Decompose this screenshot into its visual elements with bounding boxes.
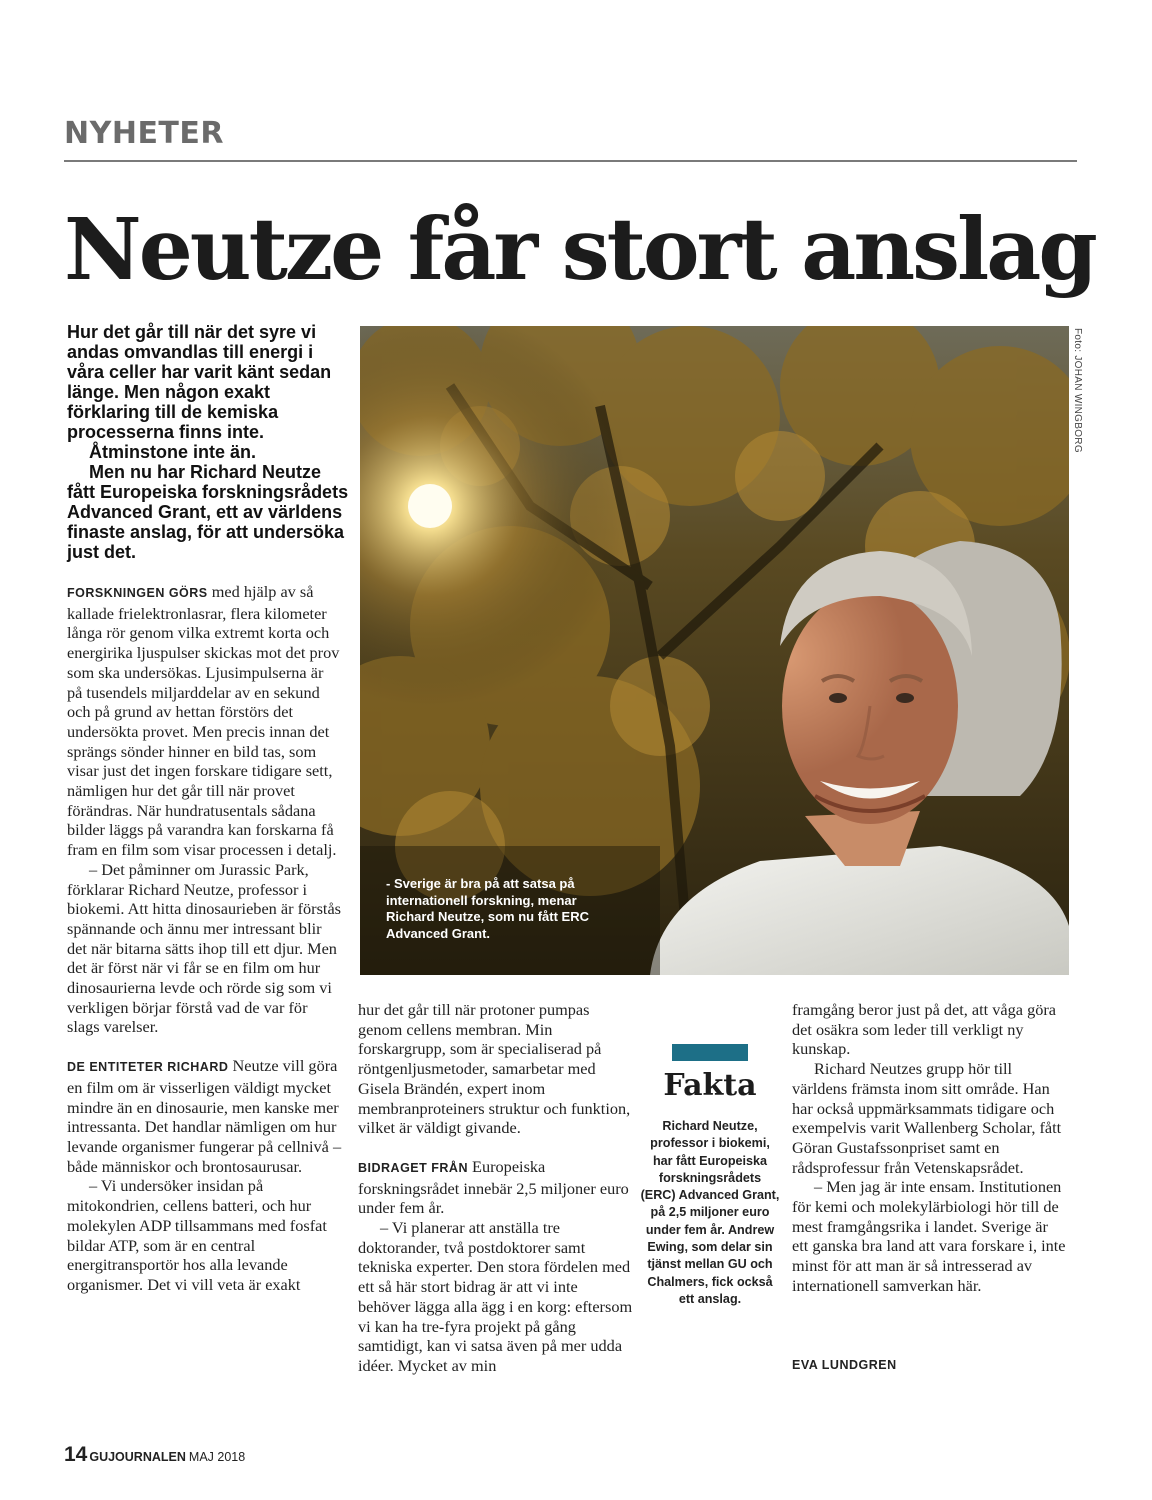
paragraph-text: Europeiska forskningsrådet innebär 2,5 miljoner euro under fem år.	[358, 1156, 629, 1218]
column-2	[358, 1000, 633, 1376]
ingress-paragraph: Hur det går till när det syre vi andas omvandlas till energi i våra celler har varit känt sedan länge. Men någon exakt förklaring till de kemiska processerna finns inte.	[67, 322, 332, 442]
paragraph	[67, 582, 342, 860]
page-footer	[64, 1443, 245, 1467]
paragraph: – Det påminner om Jurassic Park, förklarar Richard Neutze, professor i biokemi. Att hitta dinosaurieben är förstås spännande och ännu mer intressant blir det när bitarna sätts ihop till ett djur. Men det är först när vi får se en film om hur dinosaurierna levde och rörde sig som vi verkligen börjar förstå vad de var för slags varelser.	[67, 859, 342, 1037]
paragraph: framgång beror just på det, att våga göra det osäkra som leder till verkligt ny kunskap.	[792, 1000, 1057, 1059]
lead-in: FORSKNINGEN GÖRS	[67, 586, 208, 600]
ingress-paragraph: Men nu har Richard Neutze fått Europeiska forskningsrådets Advanced Grant, ett av världens finaste anslag, för att undersöka just det.	[67, 462, 349, 562]
lead-in: DE ENTITETER RICHARD	[67, 1060, 229, 1075]
paragraph: Richard Neutzes grupp hör till världens främsta inom sitt område. Han har också uppmärksammats tidigare och exempelvis varit Wallenberg Scholar, fått Göran Gustafssonpriset samt en rådsprofessur från Vetenskapsrådet.	[792, 1059, 1062, 1177]
byline: EVA LUNDGREN	[792, 1358, 897, 1372]
paragraph-text: med hjälp av så kallade frielektronlasrar, flera kilometer långa rör genom vilka extremt korta och energirika ljuspulser skickas mot det prov som ska undersökas. Ljusimpulserna är på tusendels miljarddelar av en sekund och på grund av hettan förstörs det undersökta provet. Men precis innan det sprängs sönder hinner en bild tas, som visar just det ingen forskare tidigare sett, nämligen hur det går till när provet förändras. När hundratusentals sådana bilder läggs på varandra kan forskarna få fram en film som visar processen i detalj.	[67, 582, 340, 860]
lead-in: BIDRAGET FRÅN	[358, 1160, 468, 1175]
paragraph	[358, 1157, 633, 1218]
paragraph	[67, 1056, 342, 1176]
paragraph-text: Neutze vill göra en film om är visserligen väldigt mycket mindre än en dinosaurie, men kanske mer intressanta. Det handlar nämligen om hur levande organismer fungerar på cellnivå – både människor och brontosaurusar.	[67, 1056, 342, 1176]
paragraph: – Men jag är inte ensam. Institutionen för kemi och molekylärbiologi hör till de mest framgångsrika i landet. Sverige är ett ganska bra land att vara forskare i, inte minst för att man är så intresserad av internationell samverkan här.	[792, 1177, 1066, 1295]
headline: Neutze får stort anslag	[64, 200, 1095, 300]
ingress	[67, 322, 352, 562]
section-rule	[64, 160, 1077, 162]
column-1	[67, 582, 342, 1295]
paragraph: – Vi undersöker insidan på mitokondrien, cellens batteri, och hur molekylen ADP tillsammans med fosfat bildar ATP, som är en central energitransportör hos alla levande organismer. Det vi vill veta är exakt	[67, 1176, 327, 1294]
column-3	[792, 1000, 1066, 1296]
issue-date: MAJ 2018	[188, 1450, 246, 1464]
magazine-name: GUJOURNALEN	[89, 1450, 186, 1464]
photo-caption: - Sverige är bra på att satsa på internationell forskning, menar Richard Neutze, som nu fått ERC Advanced Grant.	[386, 876, 589, 941]
fakta-accent-bar	[672, 1044, 748, 1061]
fakta-title: Fakta	[663, 1068, 757, 1103]
paragraph: – Vi planerar att anställa tre doktorander, två postdoktorer samt tekniska experter. Den stora fördelen med ett så här stort bidrag är att vi inte behöver lägga alla ägg i en korg: eftersom vi kan ha tre-fyra projekt på gång samtidigt, kan vi satsa även på mer udda idéer. Mycket av min	[358, 1218, 633, 1375]
fakta-body: Richard Neutze, professor i biokemi, har fått Europeiska forskningsrådets (ERC) Advanced Grant, på 2,5 miljoner euro under fem år. Andrew Ewing, som delar sin tjänst mellan GU och Chalmers, fick också ett anslag.	[640, 1119, 780, 1306]
ingress-paragraph: Åtminstone inte än.	[89, 442, 257, 462]
section-label: NYHETER	[64, 116, 224, 151]
photo-credit: Foto: JOHAN WINGBORG	[1072, 328, 1083, 453]
page-number: 14	[64, 1443, 88, 1466]
paragraph: hur det går till när protoner pumpas genom cellens membran. Min forskargrupp, som är specialiserad på röntgenljusmetoder, samarbetar med Gisela Brändén, expert inom membranproteiners struktur och funktion, vilket är väldigt givande.	[358, 1000, 631, 1138]
